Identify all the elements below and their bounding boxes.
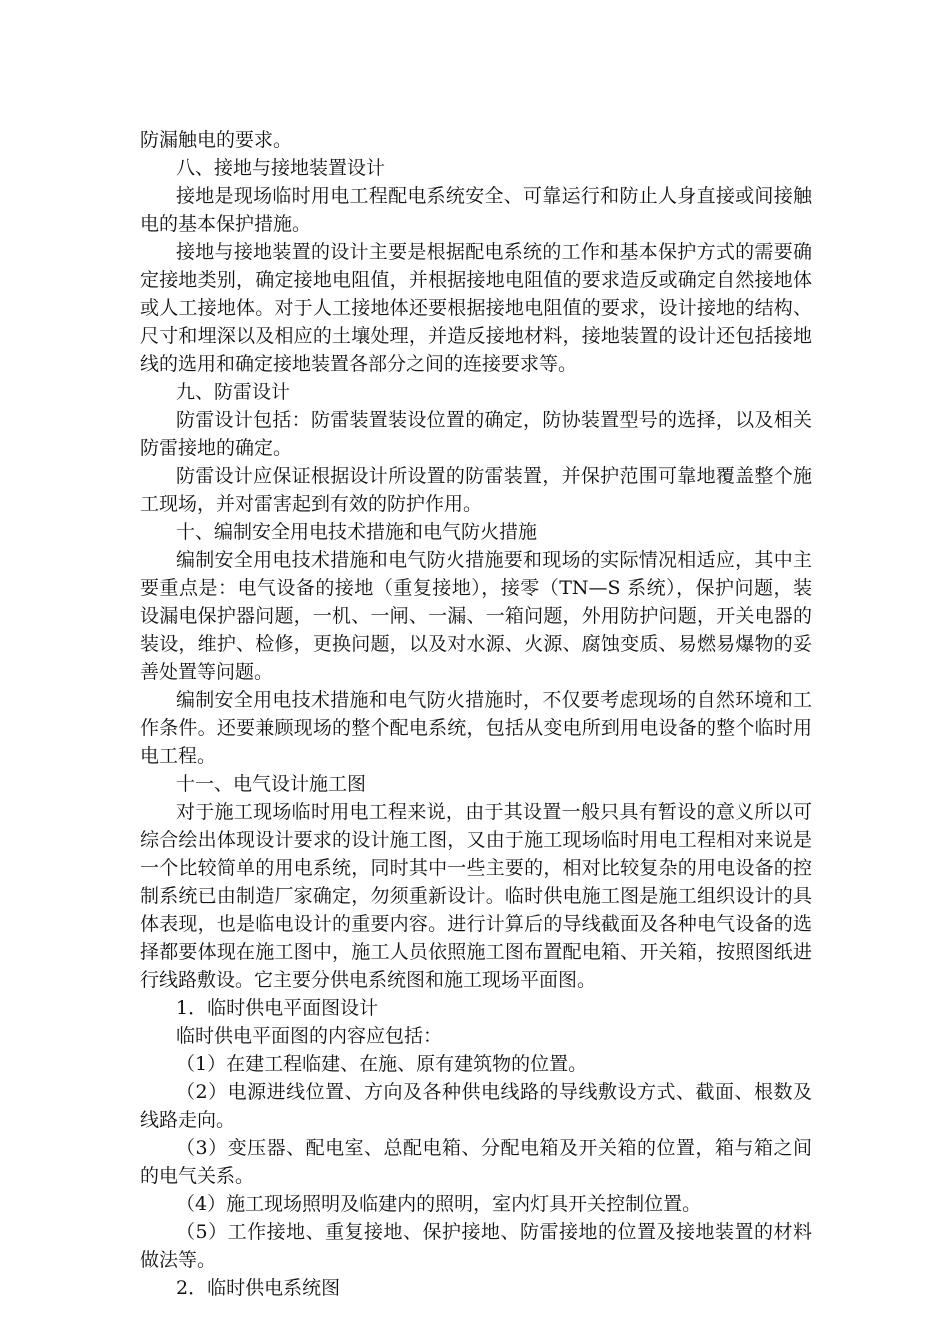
section-heading-11: 十一、电气设计施工图	[176, 773, 367, 795]
paragraph: 临时供电平面图的内容应包括：	[176, 1025, 443, 1047]
paragraph-continuation: 防漏触电的要求。	[140, 129, 293, 151]
document-body	[140, 126, 812, 1302]
list-item: （3）变压器、配电室、总配电箱、分配电箱及开关箱的位置，箱与箱之间的电气关系。	[140, 1137, 812, 1187]
list-item: （1）在建工程临建、在施、原有建筑物的位置。	[176, 1053, 588, 1075]
section-heading-9: 九、防雷设计	[176, 381, 291, 403]
paragraph: 编制安全用电技术措施和电气防火措施时，不仅要考虑现场的自然环境和工作条件。还要兼顾现场的整个配电系统，包括从变电所到用电设备的整个临时用电工程。	[140, 689, 812, 767]
paragraph: 防雷设计包括：防雷装置装设位置的确定，防协装置型号的选择，以及相关防雷接地的确定。	[140, 409, 812, 459]
paragraph: 接地是现场临时用电工程配电系统安全、可靠运行和防止人身直接或间接触电的基本保护措施。	[140, 185, 812, 235]
list-item: （2）电源进线位置、方向及各种供电线路的导线敷设方式、截面、根数及线路走向。	[140, 1081, 812, 1131]
paragraph: 对于施工现场临时用电工程来说，由于其设置一般只具有暂设的意义所以可综合绘出体现设计要求的设计施工图，又由于施工现场临时用电工程相对来说是一个比较简单的用电系统，同时其中一些主要的，相对比较复杂的用电设备的控制系统已由制造厂家确定，勿须重新设计。临时供电施工图是施工组织设计的具体表现，也是临电设计的重要内容。进行计算后的导线截面及各种电气设备的选择都要体现在施工图中，施工人员依照施工图布置配电箱、开关箱，按照图纸进行线路敷设。它主要分供电系统图和施工现场平面图。	[140, 801, 812, 991]
section-heading-10: 十、编制安全用电技术措施和电气防火措施	[176, 521, 538, 543]
paragraph: 防雷设计应保证根据设计所设置的防雷装置，并保护范围可靠地覆盖整个施工现场，并对雷害起到有效的防护作用。	[140, 465, 812, 515]
list-item: （4）施工现场照明及临建内的照明，室内灯具开关控制位置。	[176, 1193, 702, 1215]
section-heading-8: 八、接地与接地装置设计	[176, 157, 386, 179]
subsection-heading-2: 2．临时供电系统图	[176, 1277, 341, 1299]
list-item: （5）工作接地、重复接地、保护接地、防雷接地的位置及接地装置的材料做法等。	[140, 1221, 812, 1271]
subsection-heading-1: 1．临时供电平面图设计	[176, 997, 379, 1019]
paragraph: 编制安全用电技术措施和电气防火措施要和现场的实际情况相适应，其中主要重点是：电气设备的接地（重复接地），接零（TN—S 系统），保护问题，装设漏电保护器问题，一机、一闸、一漏、一箱问题，外用防护问题，开关电器的装设，维护、检修，更换问题，以及对水源、火源、腐蚀变质、易燃易爆物的妥善处置等问题。	[140, 549, 812, 683]
paragraph: 接地与接地装置的设计主要是根据配电系统的工作和基本保护方式的需要确定接地类别，确定接地电阻值，并根据接地电阻值的要求造反或确定自然接地体或人工接地体。对于人工接地体还要根据接地电阻值的要求，设计接地的结构、尺寸和埋深以及相应的土壤处理，并造反接地材料，接地装置的设计还包括接地线的选用和确定接地装置各部分之间的连接要求等。	[140, 241, 812, 375]
